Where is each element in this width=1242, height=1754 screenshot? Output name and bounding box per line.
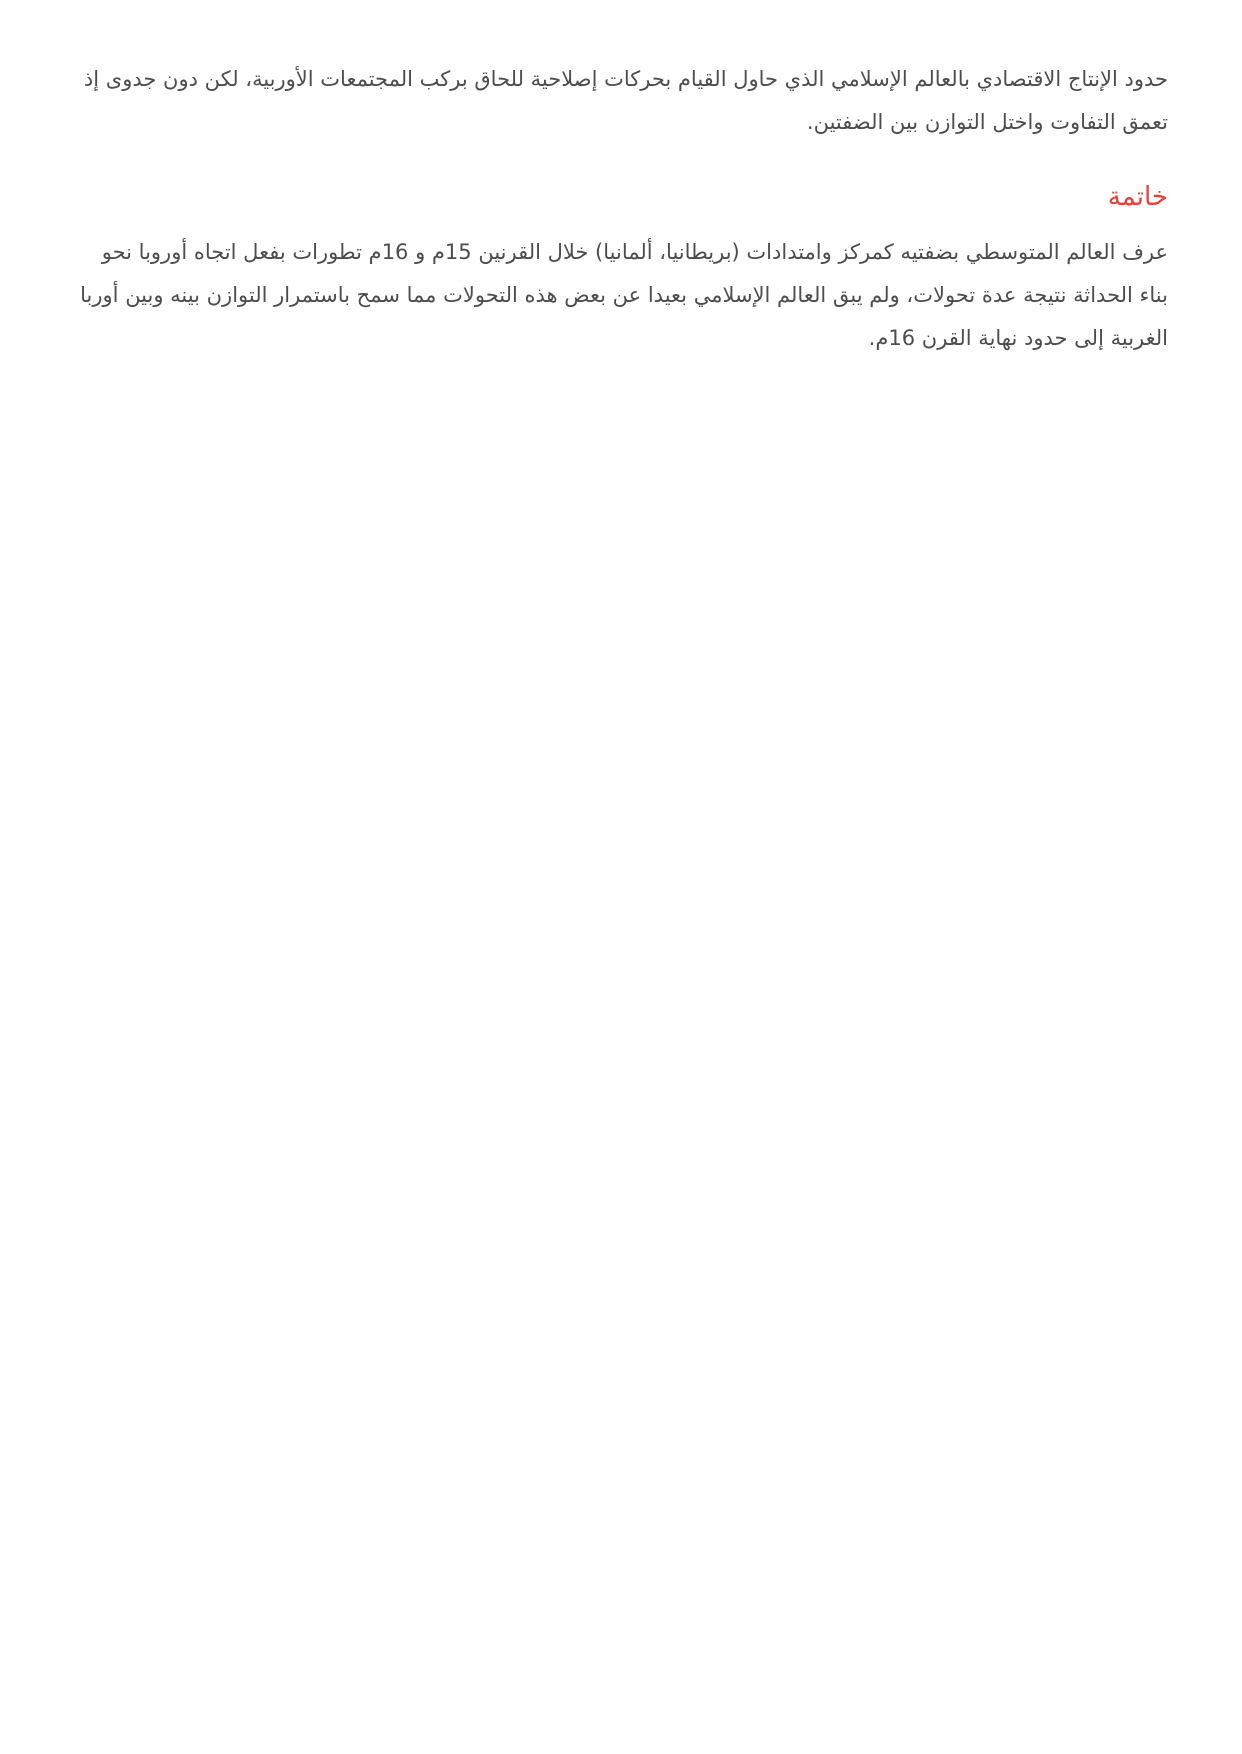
document-page	[68, 58, 1168, 360]
intro-paragraph: حدود الإنتاج الاقتصادي بالعالم الإسلامي الذي حاول القيام بحركات إصلاحية للحاق بركب المجتمعات الأوربية، لكن دون جدوى إذ تعمق التفاوت واختل التوازن بين الضفتين.	[83, 67, 1168, 134]
conclusion-heading: خاتمة	[1107, 182, 1168, 212]
conclusion-paragraph: عرف العالم المتوسطي بضفتيه كمركز وامتدادات (بريطانيا، ألمانيا) خلال القرنين 15م و 16م تطورات بفعل اتجاه أوروبا نحو بناء الحداثة نتيجة عدة تحولات، ولم يبق العالم الإسلامي بعيدا عن بعض هذه التحولات مما سمح باستمرار التوازن بينه وبين أوربا الغربية إلى حدود نهاية القرن 16م.	[80, 240, 1168, 350]
